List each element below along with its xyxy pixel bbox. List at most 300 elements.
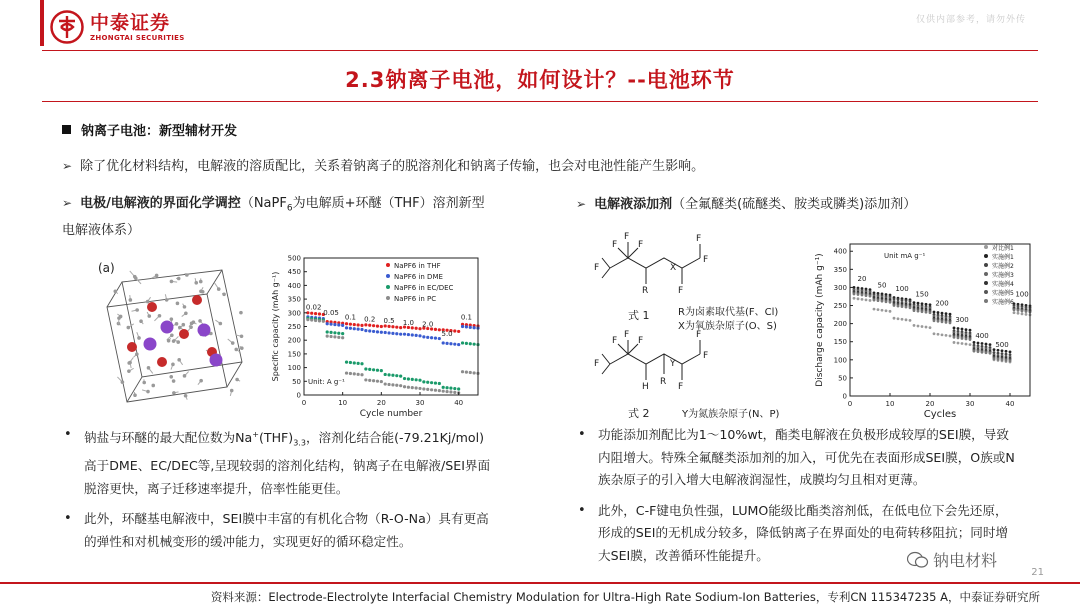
data-point xyxy=(933,332,936,335)
data-point xyxy=(418,327,421,330)
data-point xyxy=(453,391,456,394)
data-point xyxy=(426,381,429,384)
data-point xyxy=(1005,359,1008,362)
data-point xyxy=(1017,309,1020,312)
y-tick-label: 100 xyxy=(833,356,847,365)
molecule-atom xyxy=(183,305,187,309)
data-point xyxy=(985,343,988,346)
data-point xyxy=(457,330,460,333)
rate-label: 0.5 xyxy=(383,317,395,326)
sodium-atom xyxy=(198,324,211,337)
molecule-atom xyxy=(217,287,221,291)
data-point xyxy=(380,325,383,328)
x-axis-label: Cycle number xyxy=(359,409,423,419)
data-point xyxy=(465,325,468,328)
svg-text:F: F xyxy=(612,336,618,346)
data-point xyxy=(329,323,332,326)
data-point xyxy=(368,329,371,332)
data-point xyxy=(861,294,864,297)
data-point xyxy=(353,372,356,375)
molecule-atom xyxy=(189,325,193,329)
data-point xyxy=(353,361,356,364)
data-point xyxy=(905,306,908,309)
data-point xyxy=(965,338,968,341)
formula1-desc2: X为氧族杂原子(O、S) xyxy=(678,321,777,332)
x-tick-label: 10 xyxy=(885,400,895,408)
source-note: 资料来源：Electrode-Electrolyte Interfacial Chemistry Modulation for Ultra-High Rate Sodium-Ion Batteries，专利CN 115347235 A，中泰证券研究所 xyxy=(210,590,1040,604)
data-point xyxy=(869,295,872,298)
y-tick-label: 350 xyxy=(833,265,847,274)
data-point xyxy=(360,324,363,327)
data-point xyxy=(430,336,433,339)
data-point xyxy=(977,342,980,345)
data-point xyxy=(380,380,383,383)
x-tick-label: 40 xyxy=(454,399,464,407)
data-point xyxy=(1005,350,1008,353)
rate-label: 50 xyxy=(877,281,887,290)
data-point xyxy=(372,324,375,327)
data-point xyxy=(345,326,348,329)
molecule-atom xyxy=(183,374,187,378)
intro-line xyxy=(62,155,704,174)
page-number: 21 xyxy=(1031,567,1044,578)
molecule-atom xyxy=(167,339,171,343)
molecule-atom xyxy=(199,379,203,383)
y-axis-label: Specific capacity (mAh g⁻¹) xyxy=(271,271,280,382)
data-point xyxy=(873,299,876,302)
y-tick-label: 200 xyxy=(287,336,301,345)
legend-marker xyxy=(984,254,988,258)
molecule-atom xyxy=(129,298,133,302)
data-point xyxy=(349,372,352,375)
oxygen-atom xyxy=(192,295,202,305)
molecule-atom xyxy=(158,314,162,318)
data-point xyxy=(399,326,402,329)
data-point xyxy=(387,331,390,334)
molecule-atom xyxy=(151,384,155,388)
molecule-atom xyxy=(146,390,150,394)
data-point xyxy=(415,378,418,381)
data-point xyxy=(1025,310,1028,313)
data-point xyxy=(933,319,936,322)
wechat-account-name: 钠电材料 xyxy=(933,551,998,570)
legend-entry: NaPF6 in EC/DEC xyxy=(394,284,454,292)
molecule-atom xyxy=(172,339,176,343)
y-tick-label: 300 xyxy=(833,283,847,292)
molecule-atom xyxy=(117,316,121,320)
data-point xyxy=(965,343,968,346)
data-point xyxy=(885,300,888,303)
left-bullet-1-subscript: 3.3 xyxy=(293,438,306,448)
data-point xyxy=(945,312,948,315)
data-point xyxy=(395,332,398,335)
molecule-atom xyxy=(176,340,180,344)
data-point xyxy=(981,351,984,354)
data-point xyxy=(961,342,964,345)
molecule-atom xyxy=(135,352,139,356)
data-point xyxy=(360,362,363,365)
data-point xyxy=(399,384,402,387)
data-point xyxy=(877,308,880,311)
molecule-atom xyxy=(170,280,174,284)
sodium-atom xyxy=(161,321,174,334)
data-point xyxy=(445,342,448,345)
x-tick-label: 0 xyxy=(301,399,307,407)
legend-marker xyxy=(984,245,988,249)
data-point xyxy=(925,311,928,314)
y-tick-label: 500 xyxy=(287,254,301,263)
data-point xyxy=(357,328,360,331)
data-point xyxy=(364,323,367,326)
data-point xyxy=(341,324,344,327)
data-point xyxy=(897,305,900,308)
legend-marker xyxy=(984,290,988,294)
y-tick-label: 50 xyxy=(292,377,301,386)
section-heading-text: 钠离子电池：新型辅材开发 xyxy=(81,124,238,139)
legend-entry: NaPF6 in PC xyxy=(394,295,437,303)
data-point xyxy=(1013,311,1016,314)
data-point xyxy=(985,351,988,354)
data-point xyxy=(349,361,352,364)
y-tick-label: 300 xyxy=(287,309,301,318)
data-point xyxy=(326,322,329,325)
left-bullet-1 xyxy=(62,424,492,500)
data-point xyxy=(865,299,868,302)
data-point xyxy=(418,379,421,382)
rate-label: 5.0 xyxy=(441,330,453,339)
data-point xyxy=(993,357,996,360)
data-point xyxy=(969,343,972,346)
y-tick-label: 200 xyxy=(833,320,847,329)
y-tick-label: 400 xyxy=(833,247,847,256)
title-divider xyxy=(42,101,1038,102)
molecule-atom xyxy=(234,348,238,352)
header-accent-bar xyxy=(40,0,44,46)
x-axis-label: Cycles xyxy=(923,409,957,420)
brand-logo-icon xyxy=(50,10,84,44)
molecule-atom xyxy=(231,341,235,345)
data-point xyxy=(376,330,379,333)
left-subheading xyxy=(62,193,492,241)
data-point xyxy=(310,318,313,321)
data-point xyxy=(353,327,356,330)
data-point xyxy=(329,335,332,338)
svg-text:F: F xyxy=(594,263,600,273)
data-point xyxy=(901,318,904,321)
data-point xyxy=(411,333,414,336)
legend-marker xyxy=(386,296,390,300)
molecule-atom xyxy=(181,323,185,327)
left-subheading-subscript: 6 xyxy=(286,203,293,214)
x-tick-label: 30 xyxy=(965,400,975,408)
data-point xyxy=(901,305,904,308)
y-tick-label: 250 xyxy=(287,323,301,331)
data-point xyxy=(961,337,964,340)
oxygen-atom xyxy=(147,302,157,312)
data-point xyxy=(453,329,456,332)
legend-marker xyxy=(984,281,988,285)
data-point xyxy=(445,386,448,389)
data-point xyxy=(997,349,1000,352)
data-point xyxy=(953,327,956,330)
right-bullet-2: • 此外，C-F键电负性强，LUMO能级比酯类溶剂低，在低电位下会先还原，形成的SEI的无机成分较多，降低钠离子在界面处的电荷转移阻抗；同时增大SEI膜，改善循环性能提升。 xyxy=(576,500,1016,568)
molecule-atom xyxy=(172,391,176,395)
data-point xyxy=(411,378,414,381)
rate-label: 0.1 xyxy=(344,313,356,322)
data-point xyxy=(949,335,952,338)
molecule-atom xyxy=(176,302,180,306)
molecule-atom xyxy=(171,363,175,367)
x-tick-label: 40 xyxy=(1005,400,1015,408)
data-point xyxy=(909,319,912,322)
data-point xyxy=(853,297,856,300)
data-point xyxy=(345,322,348,325)
data-point xyxy=(372,368,375,371)
brand-logo xyxy=(50,10,185,44)
data-point xyxy=(973,350,976,353)
data-point xyxy=(337,336,340,339)
data-point xyxy=(969,329,972,332)
data-point xyxy=(349,327,352,330)
data-point xyxy=(368,324,371,327)
data-point xyxy=(453,343,456,346)
data-point xyxy=(349,323,352,326)
molecule-atom xyxy=(155,274,159,278)
data-point xyxy=(457,387,460,390)
data-point xyxy=(399,374,402,377)
molecule-atom xyxy=(172,379,176,383)
molecule-atom xyxy=(170,317,174,321)
formula2-skeleton xyxy=(602,340,700,380)
molecule-atom xyxy=(128,361,132,365)
page-title: 2.3钠离子电池，如何设计？--电池环节 xyxy=(345,68,735,92)
arrow-bullet-icon: ➢ xyxy=(62,196,73,210)
y-tick-label: 400 xyxy=(287,281,301,290)
data-point xyxy=(461,370,464,373)
data-point xyxy=(395,326,398,329)
data-point xyxy=(461,341,464,344)
data-point xyxy=(430,381,433,384)
data-point xyxy=(314,319,317,322)
data-point xyxy=(881,300,884,303)
data-point xyxy=(921,310,924,313)
svg-text:F: F xyxy=(624,330,630,340)
data-point xyxy=(314,312,317,315)
molecule-atom xyxy=(113,290,117,294)
data-point xyxy=(1021,310,1024,313)
svg-text:F: F xyxy=(624,232,630,242)
left-bullet-1-part2: (THF) xyxy=(258,430,294,446)
data-point xyxy=(973,341,976,344)
left-bullet-1-part3: ，溶剂化结合能(-79.21Kj/mol)高于DME、EC/DEC等,呈现较弱的溶剂化结构，钠离子在电解液/SEI界面脱溶更快，离子迁移速率提升，倍率性能更佳。 xyxy=(84,430,491,496)
wechat-icon xyxy=(907,551,929,569)
data-point xyxy=(877,299,880,302)
data-point xyxy=(929,326,932,329)
data-point xyxy=(1017,312,1020,315)
rate-label: 2.0 xyxy=(422,320,434,329)
molecule-atom xyxy=(170,333,174,337)
data-point xyxy=(469,342,472,345)
data-point xyxy=(921,325,924,328)
data-point xyxy=(418,387,421,390)
data-point xyxy=(1025,313,1028,316)
sodium-atom xyxy=(210,354,223,367)
data-point xyxy=(965,328,968,331)
svg-text:F: F xyxy=(594,359,600,369)
data-point xyxy=(445,390,448,393)
rate-capability-chart xyxy=(266,250,486,422)
data-point xyxy=(457,343,460,346)
data-point xyxy=(403,333,406,336)
brand-name-en: ZHONGTAI SECURITIES xyxy=(90,34,185,42)
data-point xyxy=(318,312,321,315)
data-point xyxy=(957,327,960,330)
y-tick-label: 0 xyxy=(296,391,301,400)
molecule-atom xyxy=(169,375,173,379)
data-point xyxy=(949,321,952,324)
molecule-atom xyxy=(127,369,131,373)
legend-marker xyxy=(386,274,390,278)
data-point xyxy=(905,318,908,321)
legend-entry: 实施例6 xyxy=(992,299,1014,306)
data-point xyxy=(873,308,876,311)
data-point xyxy=(889,301,892,304)
data-point xyxy=(310,312,313,315)
legend-entry: NaPF6 in DME xyxy=(394,273,443,281)
data-point xyxy=(322,320,325,323)
y-tick-label: 450 xyxy=(287,268,301,277)
sodium-atom xyxy=(144,338,157,351)
y-tick-label: 350 xyxy=(287,295,301,304)
molecule-atom xyxy=(240,346,244,350)
data-point xyxy=(364,329,367,332)
data-point xyxy=(857,293,860,296)
data-point xyxy=(306,318,309,321)
molecule-atom xyxy=(137,336,141,340)
rate-label: 400 xyxy=(975,332,989,341)
data-point xyxy=(403,385,406,388)
legend-marker xyxy=(984,263,988,267)
rate-label: 0.05 xyxy=(323,308,339,317)
data-point xyxy=(357,323,360,326)
formula2-desc: Y为氮族杂原子(N、P) xyxy=(682,409,780,420)
legend-marker xyxy=(984,272,988,276)
legend-marker xyxy=(386,285,390,289)
molecule-atom xyxy=(198,319,202,323)
data-point xyxy=(917,310,920,313)
data-point xyxy=(449,390,452,393)
legend-marker xyxy=(386,263,390,267)
data-point xyxy=(953,336,956,339)
data-point xyxy=(407,333,410,336)
molecule-atom xyxy=(235,378,239,382)
plot-frame xyxy=(304,258,478,395)
molecule-atom xyxy=(127,326,131,330)
data-point xyxy=(422,387,425,390)
intro-text: 除了优化材料结构，电解液的溶质配比，关系着钠离子的脱溶剂化和钠离子传输，也会对电池性能产生影响。 xyxy=(80,159,705,174)
data-point xyxy=(989,343,992,346)
legend-entry: 对比例1 xyxy=(992,245,1014,252)
right-bullet-1: • 功能添加剂配比为1～10%wt，酯类电解液在负极形成较厚的SEI膜，导致内阻增大。特殊全氟醚类添加剂的加入，可优先在表面形成SEI膜，O族或N族杂原子的引入增大电解液润湿性，成膜均匀且相对更薄。 xyxy=(576,424,1016,492)
data-point xyxy=(391,374,394,377)
left-subheading-part1: （NaPF xyxy=(240,196,287,211)
data-point xyxy=(945,321,948,324)
data-point xyxy=(357,373,360,376)
svg-text:F: F xyxy=(638,240,644,250)
wechat-watermark xyxy=(907,548,997,571)
svg-text:F: F xyxy=(612,240,618,250)
data-point xyxy=(473,343,476,346)
data-point xyxy=(438,389,441,392)
data-point xyxy=(997,358,1000,361)
section-heading xyxy=(62,120,237,139)
data-point xyxy=(364,378,367,381)
data-point xyxy=(469,326,472,329)
data-point xyxy=(865,294,868,297)
rate-label: 0.1 xyxy=(460,313,472,322)
data-point xyxy=(395,374,398,377)
data-point xyxy=(341,336,344,339)
data-point xyxy=(469,371,472,374)
oxygen-atom xyxy=(157,357,167,367)
data-point xyxy=(1021,312,1024,315)
data-point xyxy=(977,350,980,353)
data-point xyxy=(345,371,348,374)
data-point xyxy=(434,381,437,384)
data-point xyxy=(933,311,936,314)
data-point xyxy=(407,377,410,380)
data-point xyxy=(326,334,329,337)
data-point xyxy=(438,337,441,340)
molecule-atom xyxy=(230,389,234,393)
solvation-structure-image xyxy=(92,252,257,410)
left-subheading-bold: 电极/电解液的界面化学调控 xyxy=(80,196,241,211)
y-axis-label: Discharge capacity (mAh g⁻¹) xyxy=(815,253,825,387)
data-point xyxy=(333,331,336,334)
legend-entry: 实施例4 xyxy=(992,281,1014,288)
legend-entry: 实施例2 xyxy=(992,263,1014,270)
svg-text:Y: Y xyxy=(670,359,676,369)
data-point xyxy=(917,325,920,328)
data-point xyxy=(337,323,340,326)
molecule-atom xyxy=(121,380,125,384)
legend-entry: NaPF6 in THF xyxy=(394,262,441,270)
data-point xyxy=(326,330,329,333)
data-point xyxy=(399,333,402,336)
data-point xyxy=(853,293,856,296)
data-point xyxy=(318,319,321,322)
data-point xyxy=(945,334,948,337)
data-point xyxy=(1013,308,1016,311)
data-point xyxy=(391,332,394,335)
data-point xyxy=(333,323,336,326)
molecule-atom xyxy=(133,393,137,397)
data-point xyxy=(387,373,390,376)
molecule-atom xyxy=(133,275,137,279)
molecule-atom xyxy=(135,308,139,312)
data-point xyxy=(969,338,972,341)
data-point xyxy=(897,317,900,320)
rate-label: 200 xyxy=(935,299,949,308)
data-point xyxy=(442,386,445,389)
y-tick-label: 150 xyxy=(833,338,847,347)
data-point xyxy=(418,334,421,337)
arrow-bullet-icon: ➢ xyxy=(576,197,587,211)
molecule-atom xyxy=(177,277,181,281)
data-point xyxy=(957,337,960,340)
data-point xyxy=(415,327,418,330)
formula2-label: 式 2 xyxy=(628,407,650,420)
